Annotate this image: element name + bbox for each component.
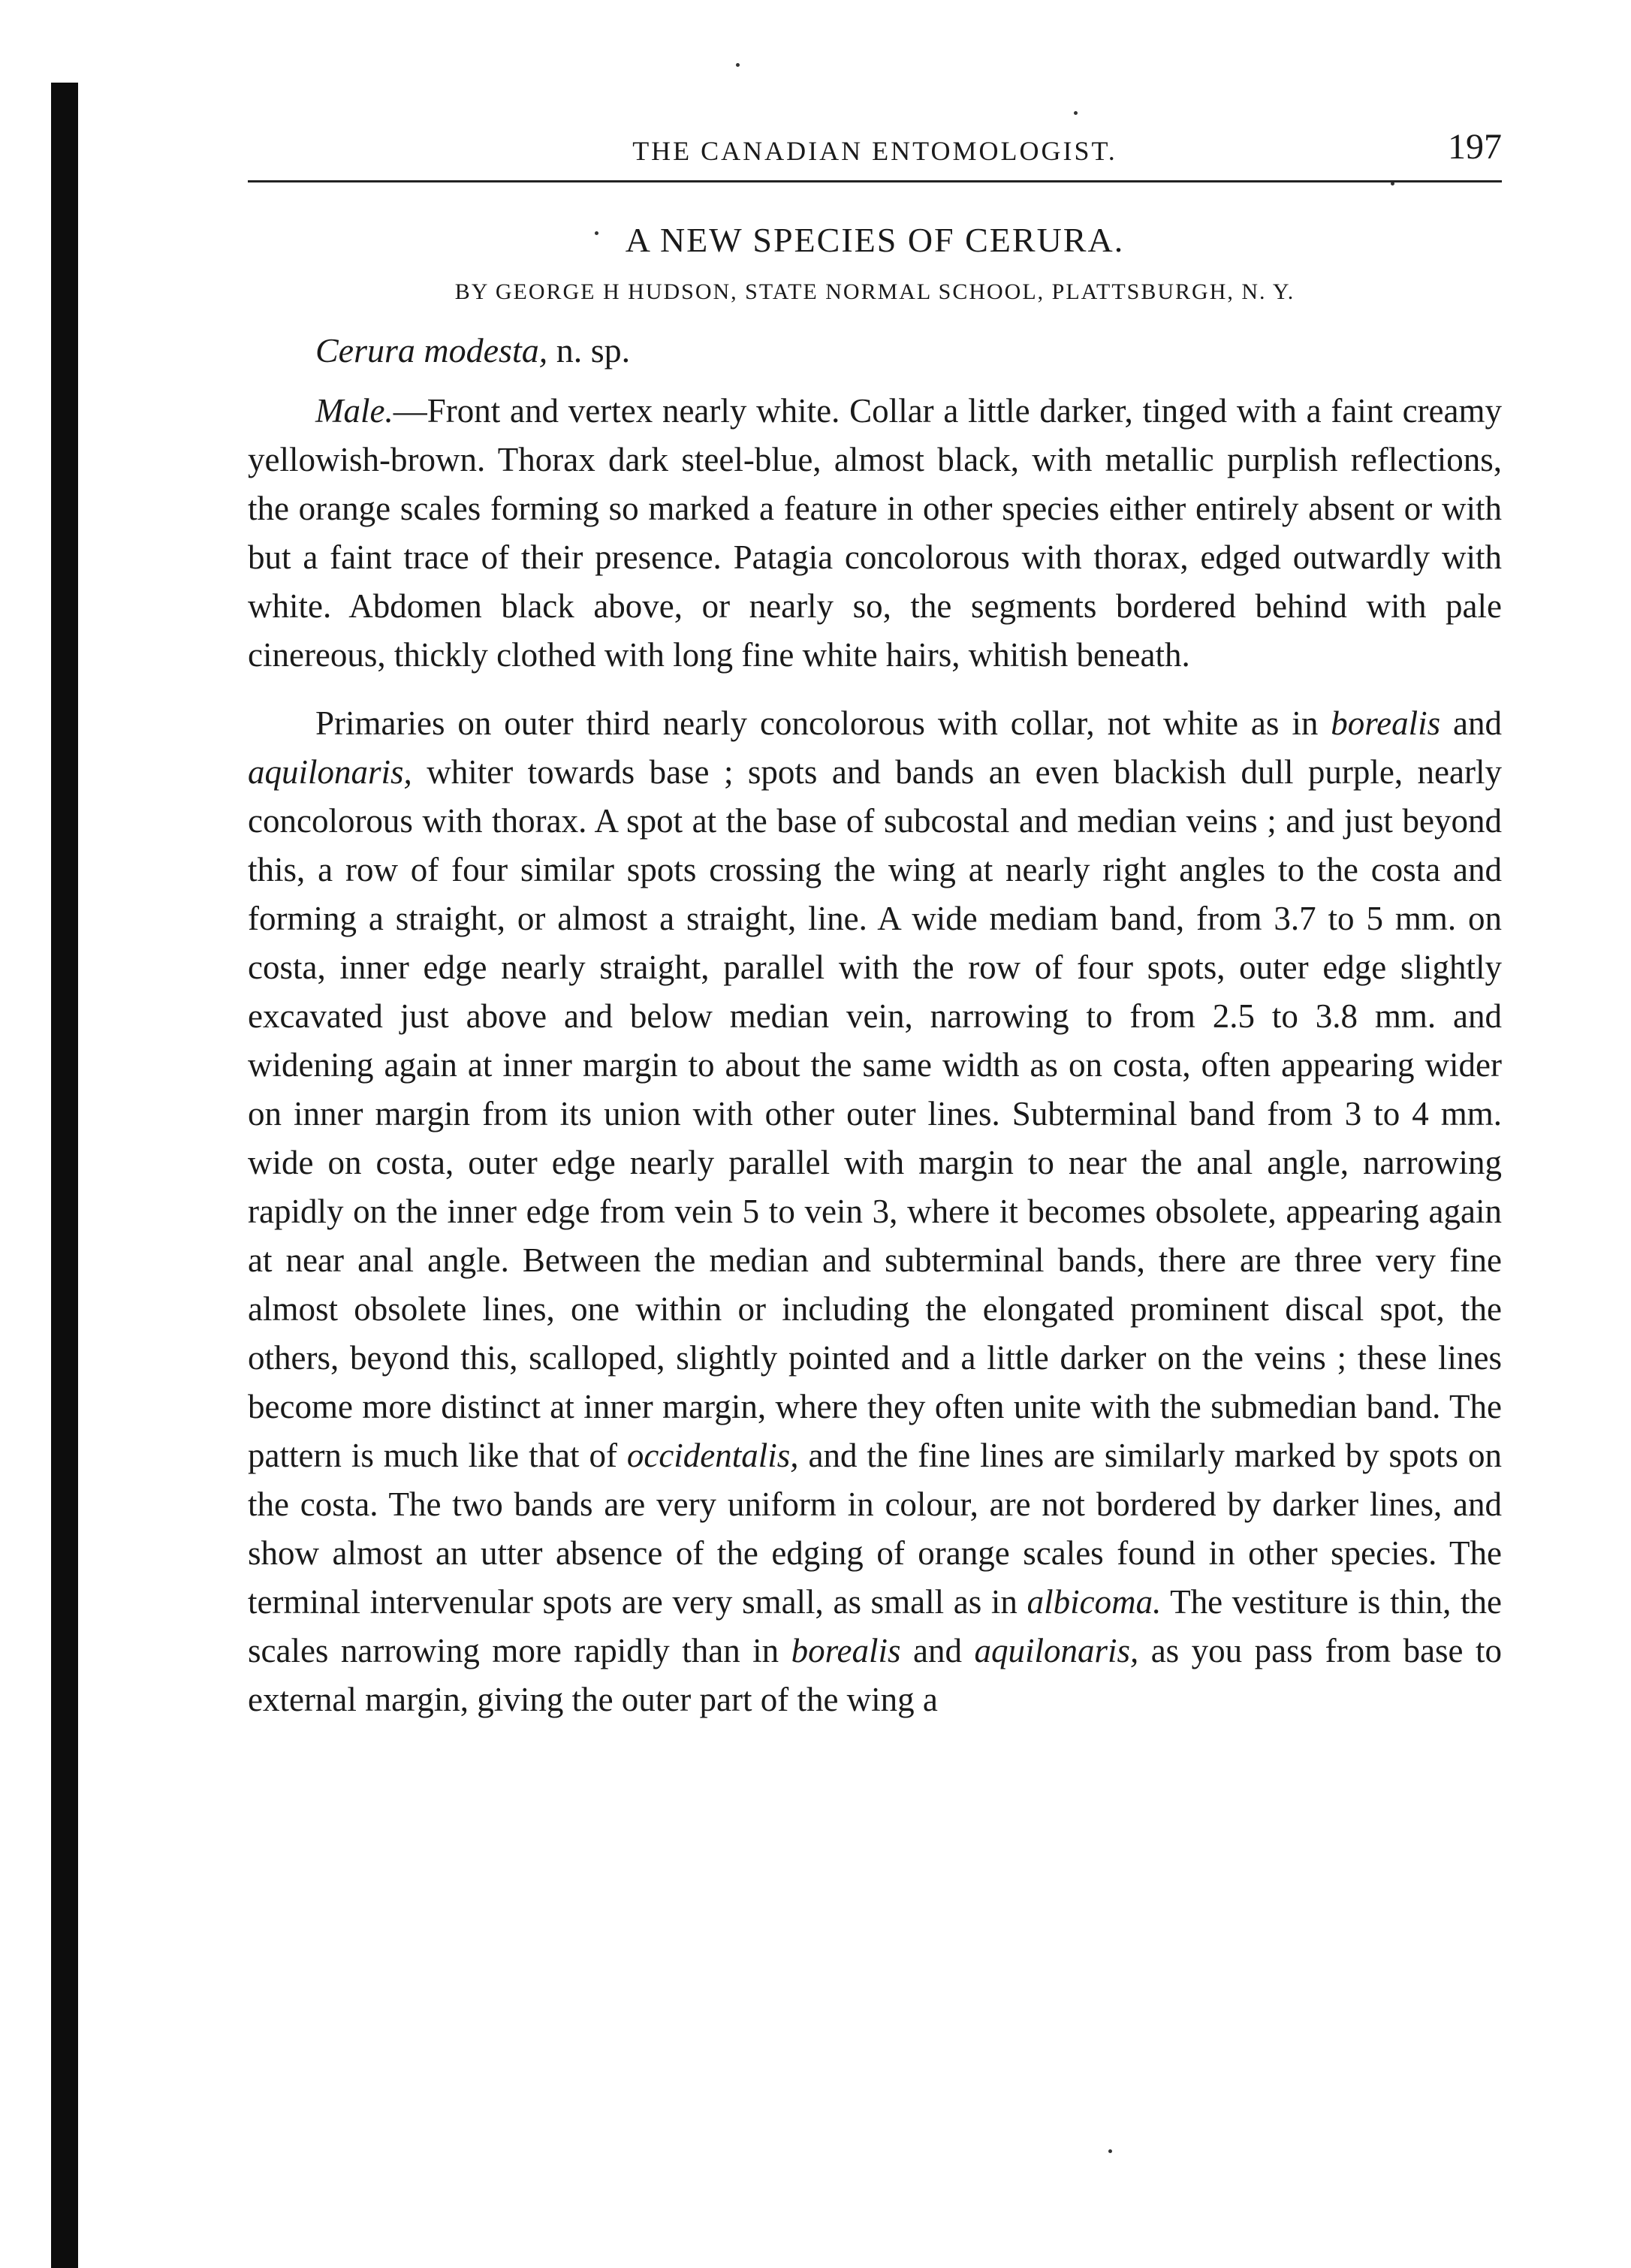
text-segment: whiter towards base ; spots and bands an even blackish dull purple, nearly concolorous with thorax. A spot at the base of subcostal and median veins ; and just beyond this, a row of four similar spots crossing the wing at nearly right angles to the costa and forming a straight, or almost a straight, line. A wide mediam band, from 3.7 to 5 mm. on costa, inner edge nearly straight, parallel with the row of four spots, outer edge slightly excavated just above and below median vein, narrowing to from 2.5 to 3.8 mm. and widening again at inner margin to about the same width as on costa, often appearing wider on inner margin from its union with other outer lines. Subterminal band from 3 to 4 mm. wide on costa, outer edge nearly parallel with margin to near the anal angle, narrowing rapidly on the inner edge from vein 5 to vein 3, where it becomes obsolete, appearing again at near anal angle. Between the median and subterminal bands, there are three very fine almost obsolete lines, one within or including the elongated prominent discal spot, the others, beyond this, scalloped, slightly pointed and a little darker on the veins ; these lines become more distinct at inner margin, where they often unite with the submedian band. The pattern is much like that of — [248, 753, 1502, 1474]
header-rule — [248, 180, 1502, 182]
text-segment: and — [900, 1632, 975, 1669]
page-number: 197 — [1448, 127, 1502, 167]
running-head — [248, 120, 1502, 180]
species-ref: borealis — [1331, 704, 1441, 742]
journal-title: THE CANADIAN ENTOMOLOGIST. — [632, 136, 1117, 166]
species-ref: borealis — [791, 1632, 901, 1669]
article-title: A NEW SPECIES OF CERURA. — [625, 221, 1125, 259]
text-segment: The vestiture is thin, the scales narrowing more rapidly than in — [248, 1583, 1502, 1669]
species-ref: occidentalis, — [626, 1437, 799, 1474]
species-note: n. sp. — [547, 331, 631, 369]
species-ref: albicoma. — [1027, 1583, 1162, 1621]
species-ref: aquilonaris, — [248, 753, 412, 791]
paragraph-male-description — [248, 387, 1502, 680]
text-segment: Primaries on outer third nearly concolorous with collar, not white as in — [315, 704, 1331, 742]
paragraph-lead: Male. — [315, 392, 393, 430]
text-segment: and — [1440, 704, 1502, 742]
text-segment: as you pass from base to external margin, giving the outer part of the wing a — [248, 1632, 1503, 1718]
author-byline: BY GEORGE H HUDSON, STATE NORMAL SCHOOL, PLATTSBURGH, N. Y. — [454, 279, 1295, 304]
species-name: Cerura modesta, — [315, 331, 548, 369]
species-heading — [248, 330, 1502, 370]
text-segment: and the fine lines are similarly marked by spots on the costa. The two bands are very uniform in colour, are not bordered by darker lines, and show almost an utter absence of the edging of orange scales found in other species. The terminal intervenular spots are very small, as small as in — [248, 1437, 1502, 1621]
document-page — [248, 120, 1502, 1724]
paragraph-primaries-description — [248, 699, 1502, 1724]
binding-edge — [51, 83, 78, 2268]
paragraph-text: —Front and vertex nearly white. Collar a little darker, tinged with a faint creamy yellowish-brown. Thorax dark steel-blue, almost black, with metallic purplish reflections, the orange scales forming so marked a feature in other species either entirely absent or with but a faint trace of their presence. Patagia concolorous with thorax, edged outwardly with white. Abdomen black above, or nearly so, the segments bordered behind with pale cinereous, thickly clothed with long fine white hairs, whitish beneath. — [248, 392, 1502, 674]
species-ref: aquilonaris, — [974, 1632, 1139, 1669]
